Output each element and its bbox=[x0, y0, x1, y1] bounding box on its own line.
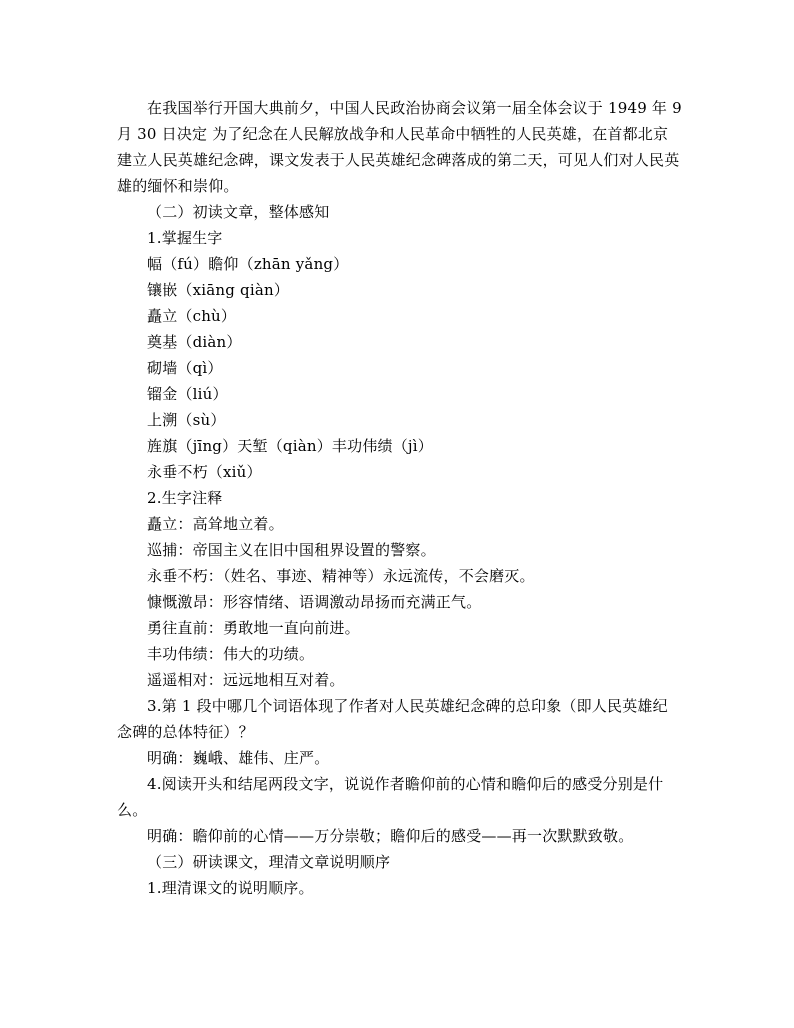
vocab-title: 1.掌握生字 bbox=[147, 229, 223, 247]
note-item: 慷慨激昂：形容情绪、语调激动昂扬而充满正气。 bbox=[147, 593, 482, 611]
vocab-item: 上溯（sù） bbox=[147, 411, 226, 429]
intro-paragraph: 在我国举行开国大典前夕，中国人民政治协商会议第一届全体会议于 1949 年 9 月 30 日决定 为了纪念在人民解放战争和人民革命中牺牲的人民英雄，在首都北京建立人民英雄纪念碑，课文发表于人民英雄纪念碑落成的第二天，可见人们对人民英雄的缅怀和崇仰。 bbox=[117, 99, 682, 195]
note-item: 巡捕：帝国主义在旧中国租界设置的警察。 bbox=[147, 541, 436, 559]
note-item: 矗立：高耸地立着。 bbox=[147, 515, 284, 533]
question-4: 4.阅读开头和结尾两段文字，说说作者瞻仰前的心情和瞻仰后的感受分别是什么。 bbox=[117, 775, 664, 819]
note-item: 永垂不朽：（姓名、事迹、精神等）永远流传，不会磨灭。 bbox=[147, 567, 535, 585]
vocab-item: 永垂不朽（xiǔ） bbox=[147, 463, 262, 481]
notes-list bbox=[117, 511, 682, 693]
vocab-item: 奠基（diàn） bbox=[147, 333, 242, 351]
vocab-item: 镏金（liú） bbox=[147, 385, 228, 403]
note-item: 勇往直前：勇敢地一直向前进。 bbox=[147, 619, 360, 637]
vocab-item: 幅（fú）瞻仰（zhān yǎng） bbox=[147, 255, 349, 273]
section-heading-3: （三）研读课文，理清文章说明顺序 bbox=[147, 853, 391, 871]
note-item: 丰功伟绩：伟大的功绩。 bbox=[147, 645, 315, 663]
vocab-item: 砌墙（qì） bbox=[147, 359, 223, 377]
vocab-item: 旌旗（jīng）天堑（qiàn）丰功伟绩（jì） bbox=[147, 437, 433, 455]
vocab-item: 镶嵌（xiāng qiàn） bbox=[147, 281, 290, 299]
answer-4: 明确：瞻仰前的心情——万分崇敬；瞻仰后的感受——再一次默默致敬。 bbox=[147, 827, 634, 845]
vocab-item: 矗立（chù） bbox=[147, 307, 237, 325]
order-title: 1.理清课文的说明顺序。 bbox=[147, 879, 314, 897]
section-heading-2: （二）初读文章，整体感知 bbox=[147, 203, 330, 221]
answer-3: 明确：巍峨、雄伟、庄严。 bbox=[147, 749, 330, 767]
note-item: 遥遥相对：远远地相互对着。 bbox=[147, 671, 345, 689]
question-3: 3.第 1 段中哪几个词语体现了作者对人民英雄纪念碑的总印象（即人民英雄纪念碑的总体特征）？ bbox=[117, 697, 668, 741]
document-body bbox=[117, 95, 682, 901]
vocab-list bbox=[117, 251, 682, 485]
notes-title: 2.生字注释 bbox=[147, 489, 223, 507]
